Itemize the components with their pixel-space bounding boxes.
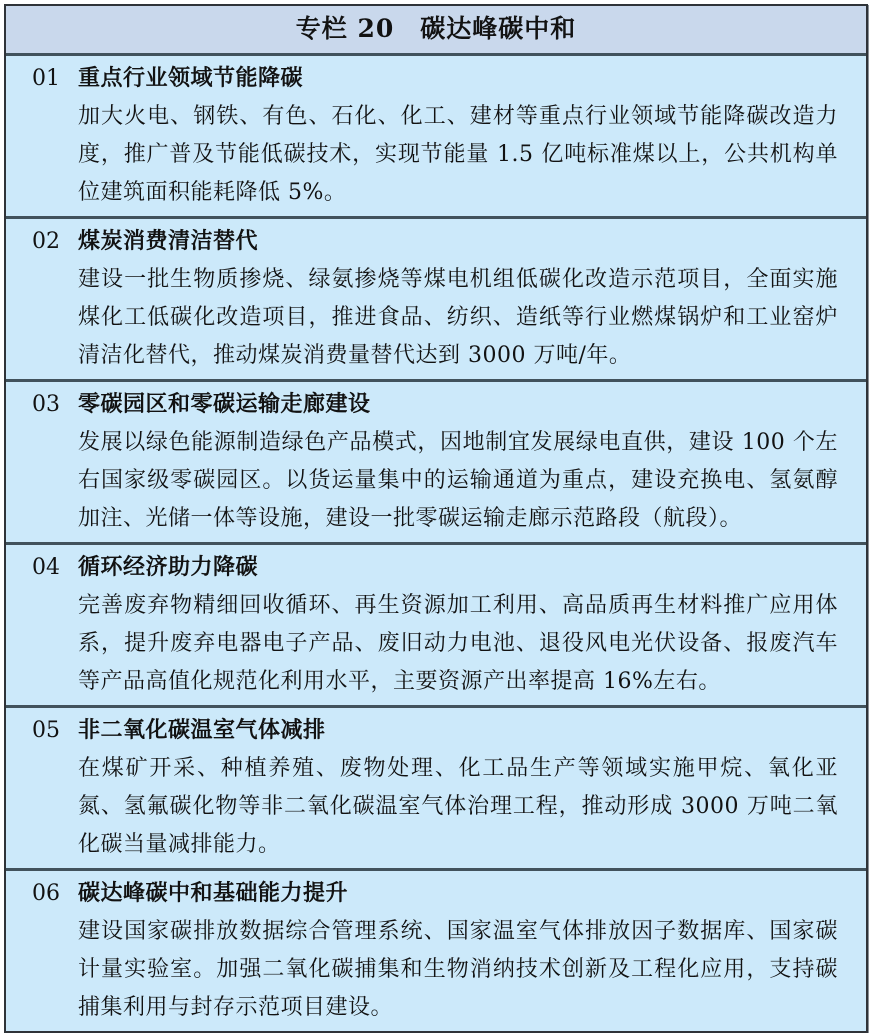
section-heading-row xyxy=(32,874,840,913)
section-body-text: 建设国家碳排放数据综合管理系统、国家温室气体排放因子数据库、国家碳计量实验室。加强二氧化碳捕集和生物消纳技术创新及工程化应用，支持碳捕集利用与封存示范项目建设。 xyxy=(78,919,838,1020)
section-heading-row xyxy=(32,59,840,98)
section-heading-row xyxy=(32,711,840,750)
section-body-text: 加大火电、钢铁、有色、石化、化工、建材等重点行业领域节能降碳改造力度，推广普及节能低碳技术，实现节能量 1.5 亿吨标准煤以上，公共机构单位建筑面积能耗降低 5%。 xyxy=(78,104,838,205)
section-number: 01 xyxy=(32,66,60,91)
section-heading-row xyxy=(32,548,840,587)
section-number: 03 xyxy=(32,392,60,417)
section-title: 重点行业领域节能降碳 xyxy=(78,65,304,91)
section-body-text: 发展以绿色能源制造绿色产品模式，因地制宜发展绿电直供，建设 100 个左右国家级零碳园区。以货运量集中的运输通道为重点，建设充换电、氢氨醇加注、光储一体等设施，建设一批零碳运输走廊示范路段（航段）。 xyxy=(78,430,838,531)
section-heading-row xyxy=(32,222,840,261)
carbon-policy-panel xyxy=(4,4,868,1033)
section-heading-row xyxy=(32,385,840,424)
section-number: 04 xyxy=(32,555,60,580)
panel-title: 专栏 20 碳达峰碳中和 xyxy=(6,6,866,56)
section-06 xyxy=(6,871,866,1031)
section-05 xyxy=(6,708,866,871)
section-body-text: 建设一批生物质掺烧、绿氨掺烧等煤电机组低碳化改造示范项目，全面实施煤化工低碳化改造项目，推进食品、纺织、造纸等行业燃煤锅炉和工业窑炉清洁化替代，推动煤炭消费量替代达到 3000 万吨/年。 xyxy=(78,267,838,368)
section-04 xyxy=(6,545,866,708)
section-title: 零碳园区和零碳运输走廊建设 xyxy=(78,391,371,417)
section-03 xyxy=(6,382,866,545)
section-title: 煤炭消费清洁替代 xyxy=(78,228,259,254)
section-number: 02 xyxy=(32,229,60,254)
section-02 xyxy=(6,219,866,382)
section-body-text: 在煤矿开采、种植养殖、废物处理、化工品生产等领域实施甲烷、氧化亚氮、氢氟碳化物等非二氧化碳温室气体治理工程，推动形成 3000 万吨二氧化碳当量减排能力。 xyxy=(78,756,838,857)
section-title: 碳达峰碳中和基础能力提升 xyxy=(78,880,349,906)
section-title: 非二氧化碳温室气体减排 xyxy=(78,717,326,743)
section-01 xyxy=(6,56,866,219)
section-title: 循环经济助力降碳 xyxy=(78,554,259,580)
section-number: 05 xyxy=(32,718,60,743)
section-number: 06 xyxy=(32,881,60,906)
section-body-text: 完善废弃物精细回收循环、再生资源加工利用、高品质再生材料推广应用体系，提升废弃电器电子产品、废旧动力电池、退役风电光伏设备、报废汽车等产品高值化规范化利用水平，主要资源产出率提高 16%左右。 xyxy=(78,593,838,694)
